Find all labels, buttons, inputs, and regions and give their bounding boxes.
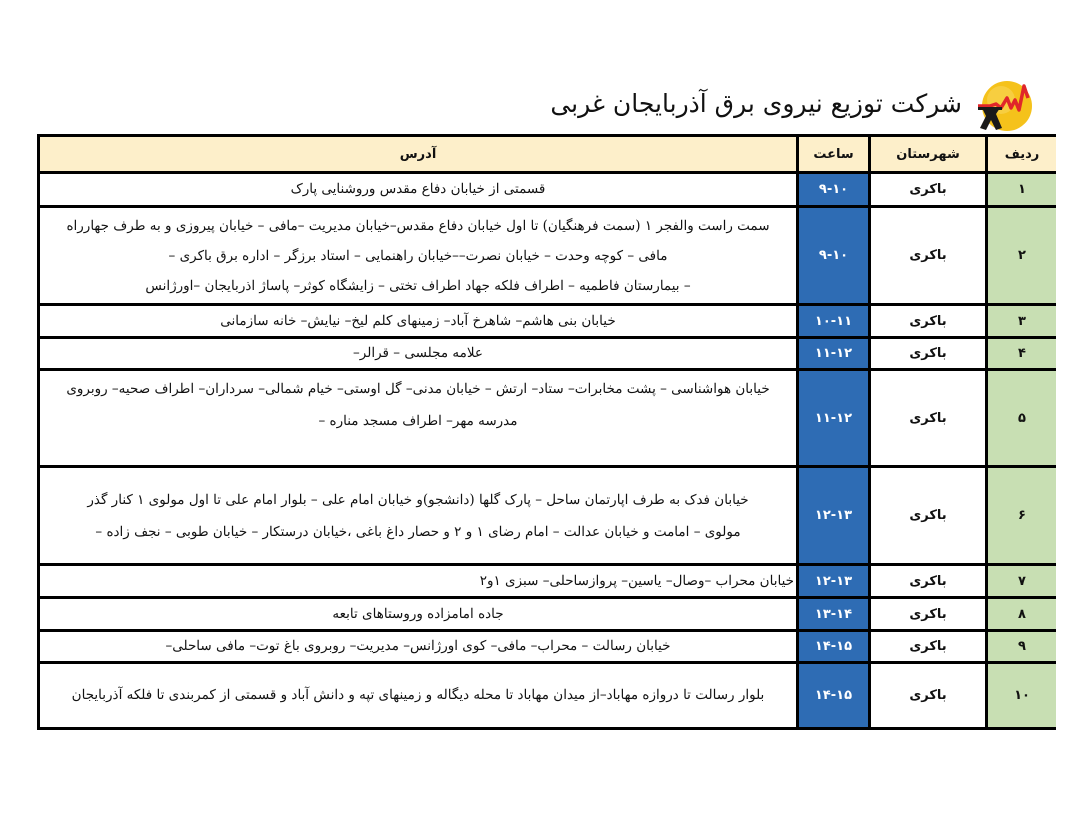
table-row	[39, 598, 1057, 631]
city-cell: باکری	[870, 598, 987, 631]
city-cell: باکری	[870, 467, 987, 565]
city-cell: باکری	[870, 173, 987, 207]
page-header	[550, 78, 1050, 134]
city-cell: باکری	[870, 663, 987, 729]
table-row	[39, 631, 1057, 663]
table-row	[39, 565, 1057, 598]
row-number: ۷	[987, 565, 1057, 598]
city-cell: باکری	[870, 370, 987, 467]
time-cell: ۱۴-۱۵	[798, 663, 870, 729]
row-number: ۵	[987, 370, 1057, 467]
column-header-city: شهرستان	[870, 136, 987, 173]
row-number: ۲	[987, 207, 1057, 305]
time-cell: ۱۱-۱۲	[798, 370, 870, 467]
table-row	[39, 467, 1057, 565]
city-cell: باکری	[870, 631, 987, 663]
table-row	[39, 173, 1057, 207]
address-line: – بیمارستان فاطمیه – اطراف فلکه جهاد اطراف تختی – زایشگاه کوثر– پاساژ اذربایجان –اورژانس	[145, 277, 691, 294]
column-header-time: ساعت	[798, 136, 870, 173]
address-cell: بلوار رسالت تا دروازه مهاباد–از میدان مهاباد تا محله دیگاله و زمینهای تپه و دانش آباد و قسمتی از کمربندی تا فلکه آذربایجان	[39, 663, 798, 729]
column-header-row-number: ردیف	[987, 136, 1057, 173]
power-distribution-logo-icon	[974, 78, 1036, 136]
time-cell: ۱۳-۱۴	[798, 598, 870, 631]
address-cell	[39, 370, 798, 467]
time-cell: ۹-۱۰	[798, 207, 870, 305]
city-cell: باکری	[870, 338, 987, 370]
address-cell: خیابان محراب –وصال– یاسین– پروازساحلی– سبزی ۱و۲	[39, 565, 798, 598]
address-line: مولوی – امامت و خیابان عدالت – امام رضای ۱ و ۲ و حصار داغ باغی ،خیابان درستکار – خیابان طوبی – نجف زاده –	[95, 523, 741, 540]
time-cell: ۱۴-۱۵	[798, 631, 870, 663]
row-number: ۸	[987, 598, 1057, 631]
address-line: مافی – کوچه وحدت – خیابان نصرت––خیابان راهنمایی – استاد برزگر – اداره برق باکری –	[168, 247, 668, 264]
address-line: مدرسه مهر– اطراف مسجد مناره –	[318, 413, 518, 429]
table-row	[39, 207, 1057, 305]
address-line: سمت راست والفجر ۱ (سمت فرهنگیان) تا اول خیابان دفاع مقدس–خیابان مدیریت –مافی – خیابان پیروزی و به طرف جهارراه	[66, 217, 770, 234]
address-cell	[39, 467, 798, 565]
table-row	[39, 305, 1057, 338]
city-cell: باکری	[870, 207, 987, 305]
table-row	[39, 663, 1057, 729]
address-cell: خیابان رسالت – محراب– مافی– کوی اورژانس– مدیریت– روبروی باغ توت– مافی ساحلی–	[39, 631, 798, 663]
address-cell: جاده امامزاده وروستاهای تابعه	[39, 598, 798, 631]
row-number: ۱۰	[987, 663, 1057, 729]
address-line: خیابان فدک به طرف اپارتمان ساحل – پارک گلها (دانشجو)و خیابان امام علی – بلوار امام علی تا اول مولوی ۱ کنار گذر	[87, 491, 749, 508]
outage-schedule-table	[37, 134, 1056, 730]
row-number: ۱	[987, 173, 1057, 207]
row-number: ۶	[987, 467, 1057, 565]
table-row	[39, 370, 1057, 467]
row-number: ۴	[987, 338, 1057, 370]
address-cell	[39, 207, 798, 305]
time-cell: ۱۲-۱۳	[798, 565, 870, 598]
row-number: ۹	[987, 631, 1057, 663]
time-cell: ۹-۱۰	[798, 173, 870, 207]
time-cell: ۱۰-۱۱	[798, 305, 870, 338]
city-cell: باکری	[870, 565, 987, 598]
address-cell: علامه مجلسی – قرالر–	[39, 338, 798, 370]
column-header-address: آدرس	[39, 136, 798, 173]
row-number: ۳	[987, 305, 1057, 338]
table-header-row	[39, 136, 1057, 173]
time-cell: ۱۲-۱۳	[798, 467, 870, 565]
address-line: خیابان هواشناسی – پشت مخابرات– ستاد– ارتش – خیابان مدنی– گل اوستی– خیام شمالی– سرداران– اطراف صحیه– روبروی	[66, 381, 770, 397]
table-row	[39, 338, 1057, 370]
address-cell: خیابان بنی هاشم– شاهرخ آباد– زمینهای کلم لیخ– نیایش– خانه سازمانی	[39, 305, 798, 338]
city-cell: باکری	[870, 305, 987, 338]
address-cell: قسمتی از خیابان دفاع مقدس وروشنایی پارک	[39, 173, 798, 207]
company-title: شرکت توزیع نیروی برق آذربایجان غربی	[550, 89, 962, 118]
time-cell: ۱۱-۱۲	[798, 338, 870, 370]
